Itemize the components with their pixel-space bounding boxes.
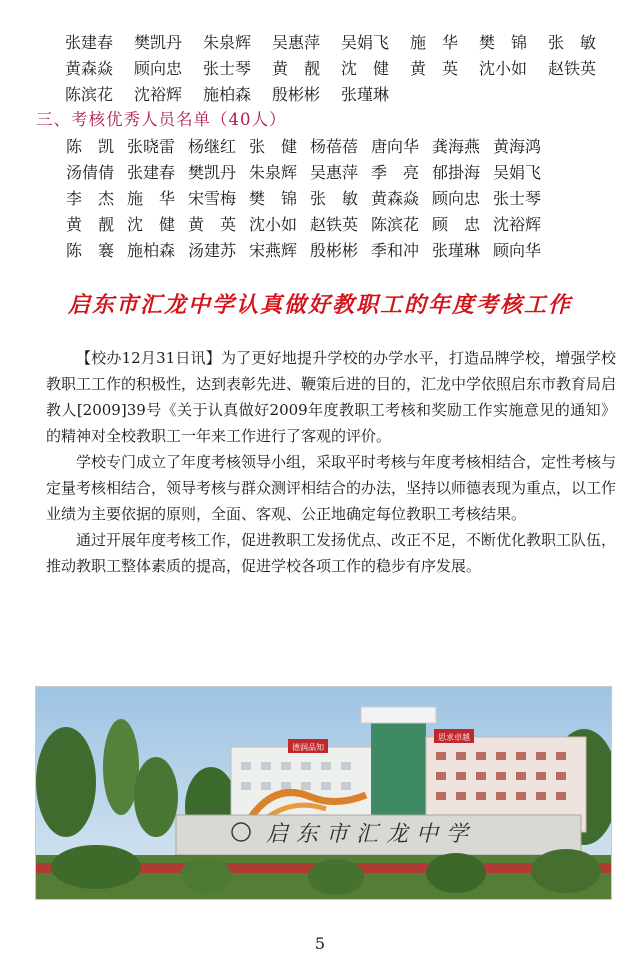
name: 施柏森 bbox=[203, 85, 252, 104]
name: 施 华 bbox=[410, 33, 459, 52]
tree bbox=[134, 757, 178, 837]
name: 樊 锦 bbox=[479, 33, 528, 52]
names-row bbox=[66, 134, 626, 160]
name: 李 杰 bbox=[66, 189, 115, 208]
name: 张 敏 bbox=[310, 189, 359, 208]
shrub bbox=[181, 857, 231, 893]
shrub bbox=[426, 853, 486, 893]
gate-text: 启东市汇龙中学 bbox=[265, 822, 477, 847]
name: 吴娟飞 bbox=[493, 163, 542, 182]
name: 汤倩倩 bbox=[66, 163, 115, 182]
name: 殷彬彬 bbox=[310, 241, 359, 260]
name: 张瑾琳 bbox=[341, 85, 390, 104]
name: 殷彬彬 bbox=[272, 85, 321, 104]
tree bbox=[103, 719, 139, 815]
name: 张 健 bbox=[249, 137, 298, 156]
name: 沈 健 bbox=[127, 215, 176, 234]
name: 赵铁英 bbox=[310, 215, 359, 234]
name: 龚海燕 bbox=[432, 137, 481, 156]
names-list-top bbox=[65, 30, 625, 108]
name: 宋燕辉 bbox=[249, 241, 298, 260]
name: 黄 英 bbox=[410, 59, 459, 78]
banner-left-text: 德润品知 bbox=[292, 743, 324, 752]
names-row bbox=[65, 56, 625, 82]
name: 张士琴 bbox=[203, 59, 252, 78]
excellent-names-list bbox=[66, 134, 626, 264]
names-row bbox=[66, 238, 626, 264]
shrub bbox=[531, 849, 601, 893]
name: 吴娟飞 bbox=[341, 33, 390, 52]
name: 樊 锦 bbox=[249, 189, 298, 208]
section-title-excellent: 三、考核优秀人员名单（40人） bbox=[36, 110, 287, 129]
school-photo bbox=[35, 686, 612, 900]
name: 顾向忠 bbox=[432, 189, 481, 208]
tree bbox=[36, 727, 96, 837]
article-paragraph: 通过开展年度考核工作，促进教职工发扬优点、改正不足，不断优化教职工队伍，推动教职工整体素质的提高，促进学校各项工作的稳步有序发展。 bbox=[46, 531, 617, 575]
name: 杨继红 bbox=[188, 137, 237, 156]
name: 黄海鸿 bbox=[493, 137, 542, 156]
name: 顾 忠 bbox=[432, 215, 481, 234]
name: 张士琴 bbox=[493, 189, 542, 208]
name: 沈 健 bbox=[341, 59, 390, 78]
name: 沈小如 bbox=[249, 215, 298, 234]
name: 赵铁英 bbox=[548, 59, 597, 78]
name: 朱泉辉 bbox=[249, 163, 298, 182]
name: 季 亮 bbox=[371, 163, 420, 182]
names-row bbox=[65, 30, 625, 56]
name: 季和冲 bbox=[371, 241, 420, 260]
name: 陈滨花 bbox=[371, 215, 420, 234]
name: 黄 靓 bbox=[66, 215, 115, 234]
name: 张建春 bbox=[127, 163, 176, 182]
banner-right-text: 思求卓越 bbox=[438, 733, 470, 742]
names-row bbox=[65, 82, 625, 108]
name: 陈滨花 bbox=[65, 85, 114, 104]
name: 樊凯丹 bbox=[134, 33, 183, 52]
name: 沈裕辉 bbox=[134, 85, 183, 104]
name: 沈裕辉 bbox=[493, 215, 542, 234]
article-headline: 启东市汇龙中学认真做好教职工的年度考核工作 bbox=[67, 292, 572, 318]
name: 汤建苏 bbox=[188, 241, 237, 260]
name: 朱泉辉 bbox=[203, 33, 252, 52]
name: 吴惠萍 bbox=[272, 33, 321, 52]
name: 杨蓓蓓 bbox=[310, 137, 359, 156]
article-paragraph: 【校办12月31日讯】为了更好地提升学校的办学水平，打造品牌学校，增强学校教职工工作的积极性，达到表彰先进、鞭策后进的目的，汇龙中学依照启东市教育局启教人[2009]39号《关于认真做好2009年度教职工考核和奖励工作实施意见的通知》的精神对全校教职工一年来工作进行了客观的评价。 bbox=[46, 349, 617, 445]
names-row bbox=[66, 212, 626, 238]
name: 黄 英 bbox=[188, 215, 237, 234]
page-number: 5 bbox=[314, 934, 326, 953]
name: 黄森焱 bbox=[65, 59, 114, 78]
name: 顾向华 bbox=[493, 241, 542, 260]
name: 陈 褰 bbox=[66, 241, 115, 260]
name: 黄森焱 bbox=[371, 189, 420, 208]
school-scene-illustration bbox=[36, 687, 611, 899]
name: 施柏森 bbox=[127, 241, 176, 260]
name: 顾向忠 bbox=[134, 59, 183, 78]
name: 张晓雷 bbox=[127, 137, 176, 156]
name: 郁掛海 bbox=[432, 163, 481, 182]
name: 张瑾琳 bbox=[432, 241, 481, 260]
name: 张建春 bbox=[65, 33, 114, 52]
name: 宋雪梅 bbox=[188, 189, 237, 208]
article-body bbox=[46, 345, 616, 579]
name: 陈 凯 bbox=[66, 137, 115, 156]
article-paragraph: 学校专门成立了年度考核领导小组，采取平时考核与年度考核相结合，定性考核与定量考核相结合，领导考核与群众测评相结合的办法，坚持以师德表现为重点，以工作业绩为主要依据的原则，全面、客观、公正地确定每位教职工考核结果。 bbox=[46, 453, 617, 523]
name: 施 华 bbox=[127, 189, 176, 208]
name: 吴惠萍 bbox=[310, 163, 359, 182]
name: 张 敏 bbox=[548, 33, 597, 52]
building-roof bbox=[361, 707, 436, 723]
shrub bbox=[51, 845, 141, 889]
shrub bbox=[308, 859, 364, 895]
names-row bbox=[66, 160, 626, 186]
name: 黄 靓 bbox=[272, 59, 321, 78]
names-row bbox=[66, 186, 626, 212]
name: 樊凯丹 bbox=[188, 163, 237, 182]
name: 唐向华 bbox=[371, 137, 420, 156]
name: 沈小如 bbox=[479, 59, 528, 78]
